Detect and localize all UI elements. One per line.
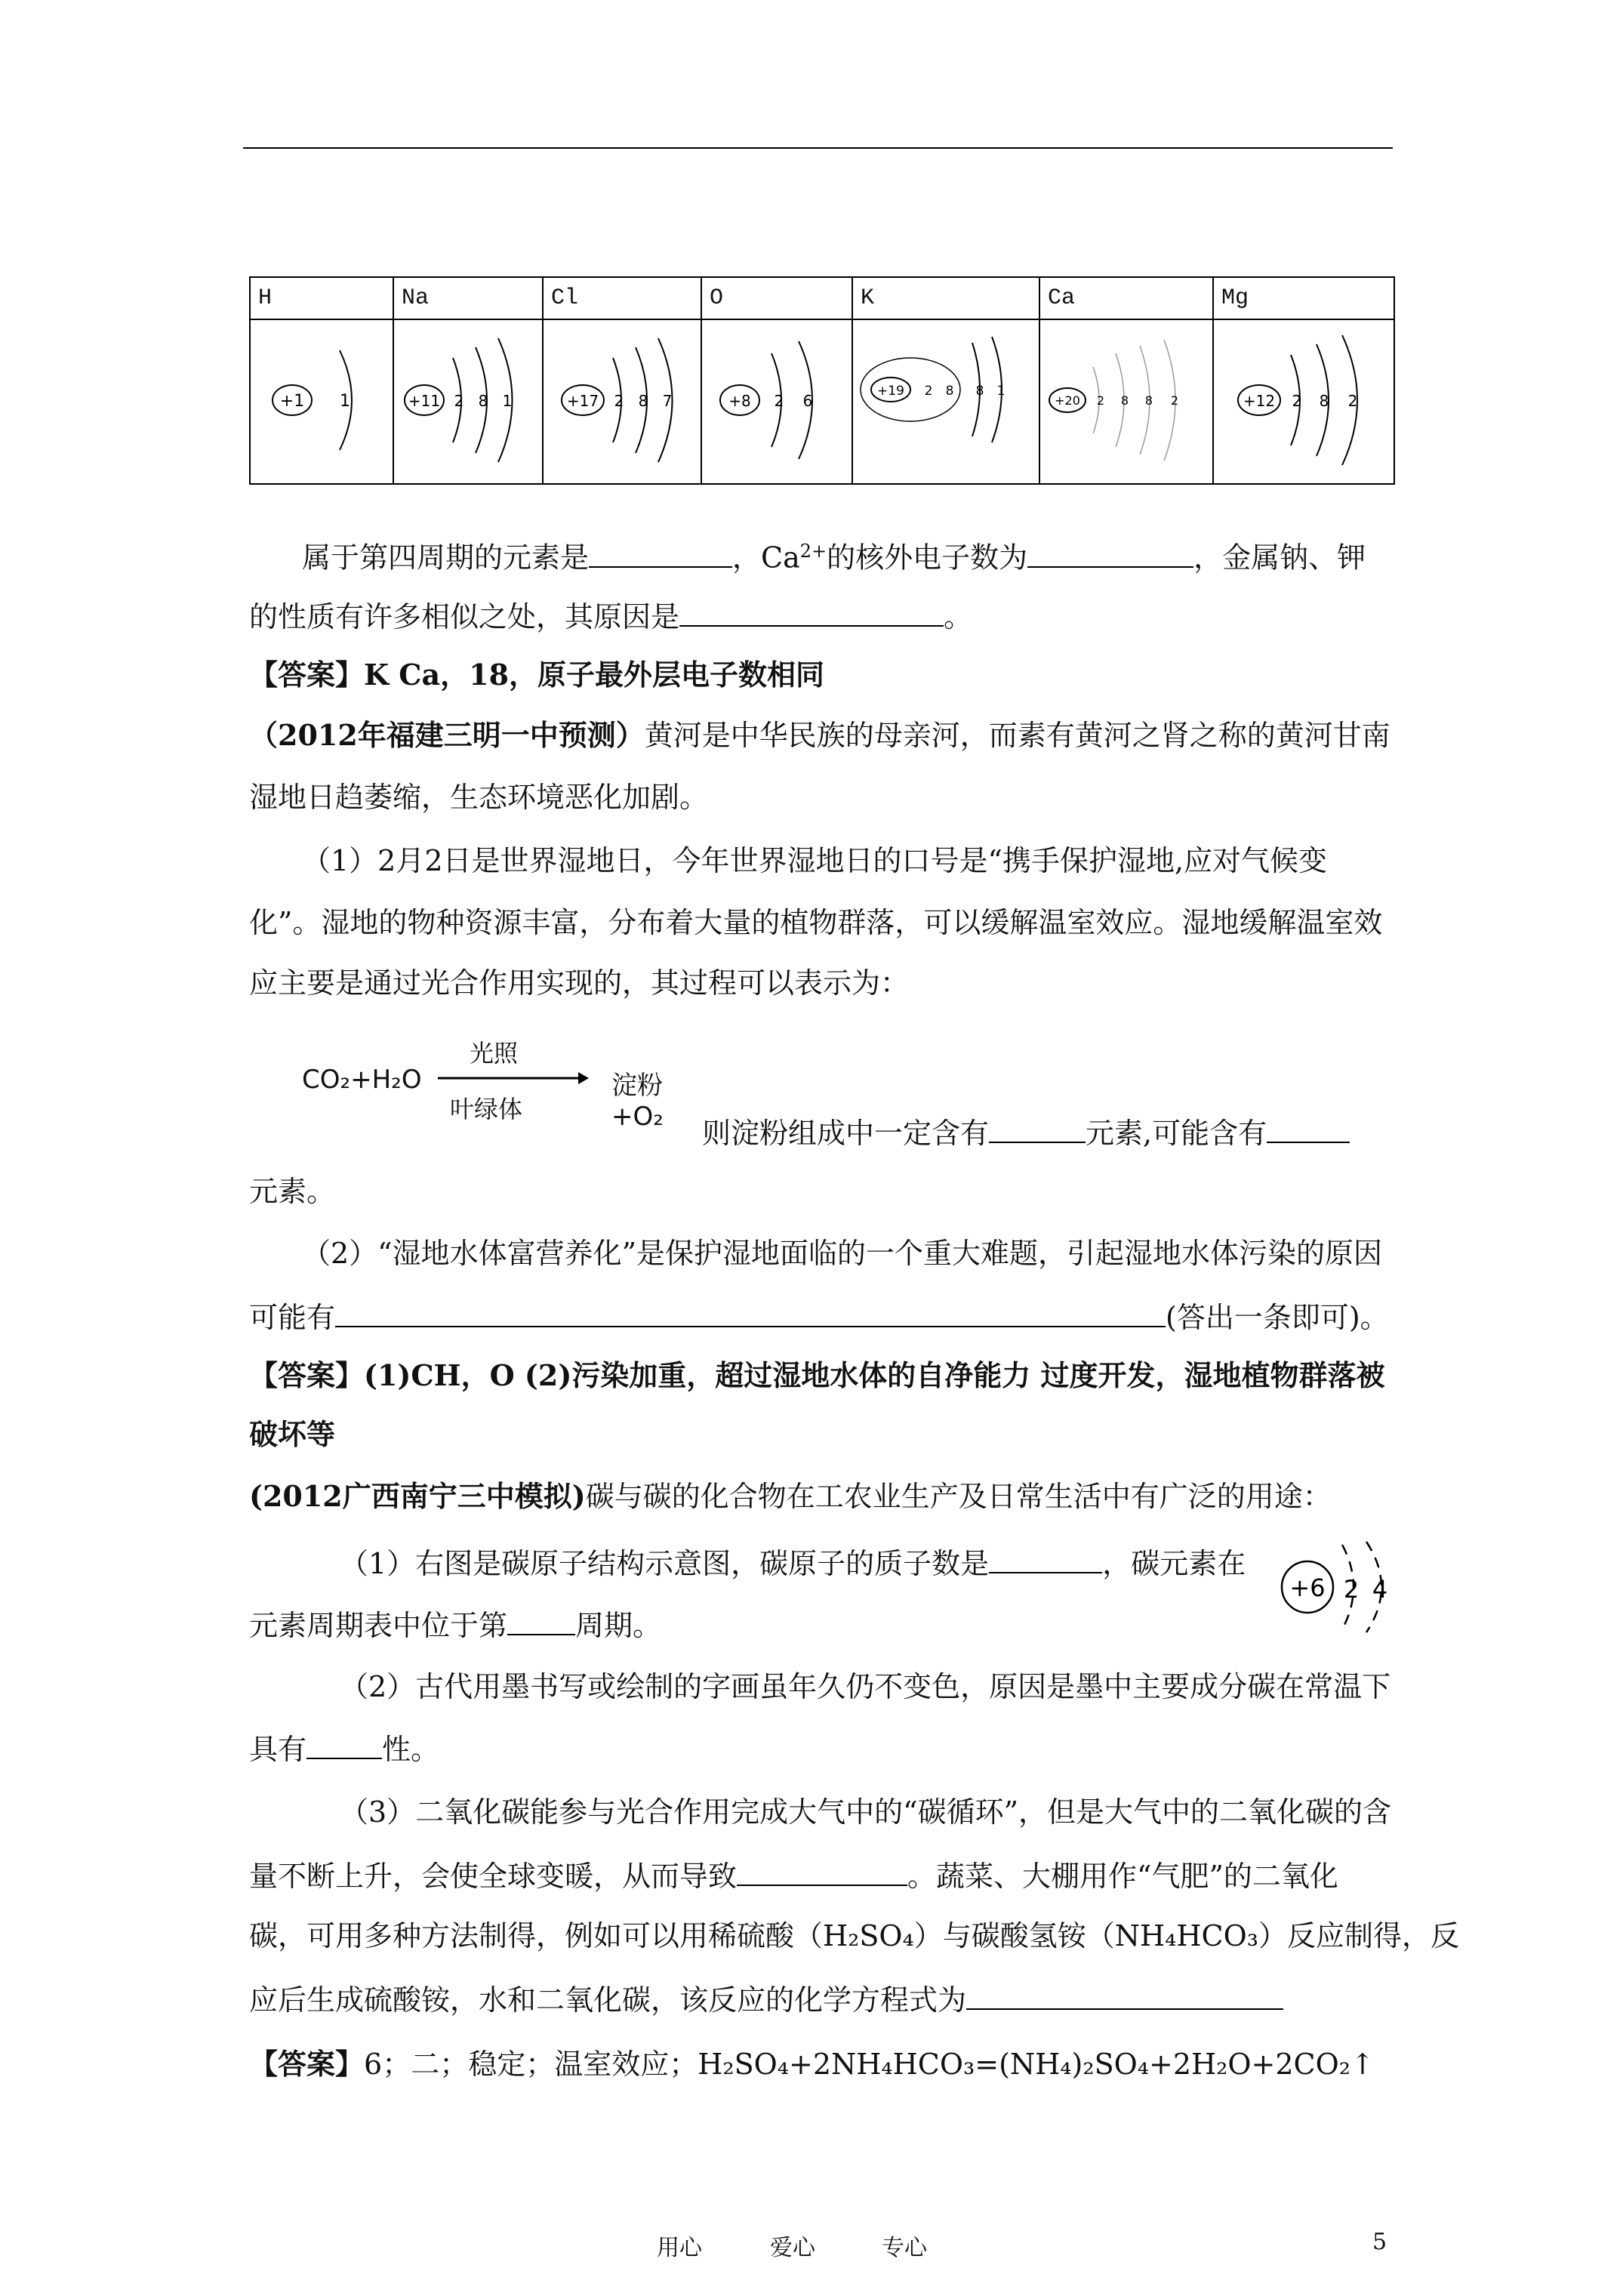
footer-text-mid: 爱心	[770, 2235, 815, 2261]
q2-p2-line2: 可能有 (答出一条即可)。	[249, 1299, 1389, 1334]
answer-blank[interactable]	[1027, 539, 1193, 568]
q3-intro: (2012广西南宁三中模拟)碳与碳的化合物在工农业生产及日常生活中有广泛的用途：	[249, 1479, 1332, 1513]
q2-intro-line2: 湿地日趋萎缩，生态环境恶化加剧。	[249, 781, 709, 814]
svg-text:6: 6	[802, 392, 813, 410]
q3-p1-line2: 元素周期表中位于第 周期。	[249, 1607, 661, 1642]
svg-text:2: 2	[454, 392, 464, 410]
answer-blank[interactable]	[737, 1857, 907, 1886]
page-number: 5	[1372, 2229, 1387, 2255]
answer-blank[interactable]	[989, 1545, 1102, 1573]
svg-text:+6: +6	[1289, 1573, 1326, 1602]
q3-p3-line2: 量不断上升，会使全球变暖，从而导致 。蔬菜、大棚用作“气肥”的二氧化	[249, 1857, 1338, 1893]
svg-text:2: 2	[614, 392, 624, 410]
reaction-arrow-icon	[438, 1069, 589, 1087]
q3-p1-line1: （1）右图是碳原子结构示意图，碳原子的质子数是 ，碳元素在	[340, 1545, 1246, 1580]
q2-answer-line2: 破坏等	[249, 1417, 336, 1451]
svg-text:8: 8	[1144, 393, 1153, 408]
svg-text:+8: +8	[728, 392, 751, 410]
atom-diagram-cell	[543, 319, 701, 484]
q2-intro-line1: （2012年福建三明一中预测）黄河是中华民族的母亲河，而素有黄河之肾之称的黄河甘南	[249, 718, 1390, 752]
q2-p1-line5: 元素。	[249, 1175, 336, 1208]
svg-text:8: 8	[1120, 393, 1129, 408]
atom-diagram-cell	[701, 319, 852, 484]
equation-reactants: CO₂+H₂O	[302, 1065, 422, 1095]
equation-condition-bottom: 叶绿体	[450, 1095, 523, 1123]
q2-p1-line1: （1）2月2日是世界湿地日，今年世界湿地日的口号是“携手保护湿地,应对气候变	[302, 844, 1328, 877]
element-symbol: Na	[393, 277, 543, 319]
answer-blank[interactable]	[306, 1730, 382, 1759]
element-symbol: H	[250, 277, 393, 319]
footer-text-right: 专心	[882, 2235, 927, 2261]
atom-diagram-cell	[393, 319, 543, 484]
atom-diagram-Na	[394, 320, 534, 480]
answer-blank[interactable]	[966, 1981, 1283, 2010]
svg-text:+1: +1	[279, 392, 305, 411]
atom-diagram-cell	[852, 319, 1039, 484]
q1-answer: 【答案】K Ca，18，原子最外层电子数相同	[249, 658, 825, 692]
equation-products: 淀粉+O₂	[611, 1071, 664, 1132]
svg-text:2: 2	[1096, 393, 1105, 408]
q2-answer-line1: 【答案】(1)CH，O (2)污染加重，超过湿地水体的自净能力 过度开发，湿地植物群落被	[249, 1358, 1385, 1392]
svg-text:2: 2	[1170, 393, 1179, 408]
svg-text:2: 2	[924, 384, 933, 399]
answer-blank[interactable]	[507, 1607, 575, 1635]
q3-answer: 【答案】6；二；稳定；温室效应；H₂SO₄+2NH₄HCO₃=(NH₄)₂SO₄+2H₂O+2CO₂↑	[249, 2047, 1375, 2081]
atom-diagram-Mg	[1214, 320, 1386, 480]
atom-diagram-H	[251, 320, 393, 480]
svg-text:2: 2	[1343, 1575, 1360, 1604]
svg-text:1: 1	[340, 392, 350, 411]
svg-text:+20: +20	[1055, 393, 1080, 408]
svg-text:2: 2	[1292, 392, 1302, 410]
q1-line2: 的性质有许多相似之处，其原因是 。	[249, 598, 972, 633]
svg-text:+12: +12	[1243, 392, 1276, 410]
footer-text-left: 用心	[657, 2235, 702, 2261]
svg-text:+17: +17	[566, 392, 599, 410]
element-symbol: Cl	[543, 277, 701, 319]
q3-p2-line2: 具有 性。	[249, 1730, 439, 1766]
answer-blank[interactable]	[1267, 1114, 1350, 1143]
q1-line1: 属于第四周期的元素是 ，$Ca^{2+}$的核外电子数为 ，金属钠、钾	[302, 535, 1366, 575]
svg-text:+11: +11	[408, 392, 441, 410]
equation-condition-top: 光照	[470, 1039, 519, 1068]
svg-text:2: 2	[774, 392, 784, 410]
photosynthesis-equation	[302, 1034, 694, 1132]
answer-blank[interactable]	[589, 539, 732, 568]
svg-text:+19: +19	[877, 384, 904, 399]
element-symbol: Mg	[1213, 277, 1394, 319]
element-symbol: O	[701, 277, 852, 319]
svg-text:1: 1	[502, 392, 513, 410]
q3-p3-line4: 应后生成硫酸铵，水和二氧化碳，该反应的化学方程式为	[249, 1981, 1283, 2017]
q2-p2-line1: （2）“湿地水体富营养化”是保护湿地面临的一个重大难题，引起湿地水体污染的原因	[302, 1237, 1383, 1270]
answer-blank[interactable]	[679, 598, 944, 627]
element-symbol: K	[852, 277, 1039, 319]
svg-text:8: 8	[638, 392, 648, 410]
atom-diagram-Cl	[544, 320, 693, 480]
svg-text:8: 8	[975, 384, 984, 399]
q2-p1-line3: 应主要是通过光合作用实现的，其过程可以表示为：	[249, 966, 910, 1000]
q3-p3-line3: 碳，可用多种方法制得，例如可以用稀硫酸（H₂SO₄）与碳酸氢铵（NH₄HCO₃）反应制得，反	[249, 1919, 1460, 1952]
element-symbol: Ca	[1039, 277, 1213, 319]
svg-text:2: 2	[1347, 392, 1358, 410]
atom-diagram-cell	[1039, 319, 1213, 484]
answer-blank[interactable]	[335, 1299, 1166, 1327]
atom-diagram-O	[702, 320, 844, 480]
q2-p1-line2: 化”。湿地的物种资源丰富，分布着大量的植物群落，可以缓解温室效应。湿地缓解温室效	[249, 906, 1383, 939]
svg-text:8: 8	[478, 392, 488, 410]
header-rule	[243, 147, 1393, 149]
atom-diagram-Ca	[1040, 320, 1205, 480]
atom-structure-table	[249, 276, 1395, 485]
svg-text:4: 4	[1372, 1575, 1388, 1604]
q2-p1-line4: 则淀粉组成中一定含有 元素,可能含有	[702, 1114, 1350, 1150]
atom-diagram-cell	[250, 319, 393, 484]
atom-diagram-K	[853, 320, 1031, 480]
svg-text:8: 8	[945, 384, 954, 399]
carbon-atom-diagram	[1268, 1537, 1397, 1635]
svg-text:7: 7	[662, 392, 673, 410]
svg-text:1: 1	[996, 384, 1006, 399]
atom-diagram-cell	[1213, 319, 1394, 484]
q3-p3-line1: （3）二氧化碳能参与光合作用完成大气中的“碳循环”，但是大气中的二氧化碳的含	[340, 1795, 1392, 1829]
answer-blank[interactable]	[989, 1114, 1086, 1143]
q3-p2-line1: （2）古代用墨书写或绘制的字画虽年久仍不变色，原因是墨中主要成分碳在常温下	[340, 1670, 1391, 1703]
svg-text:8: 8	[1319, 392, 1329, 410]
